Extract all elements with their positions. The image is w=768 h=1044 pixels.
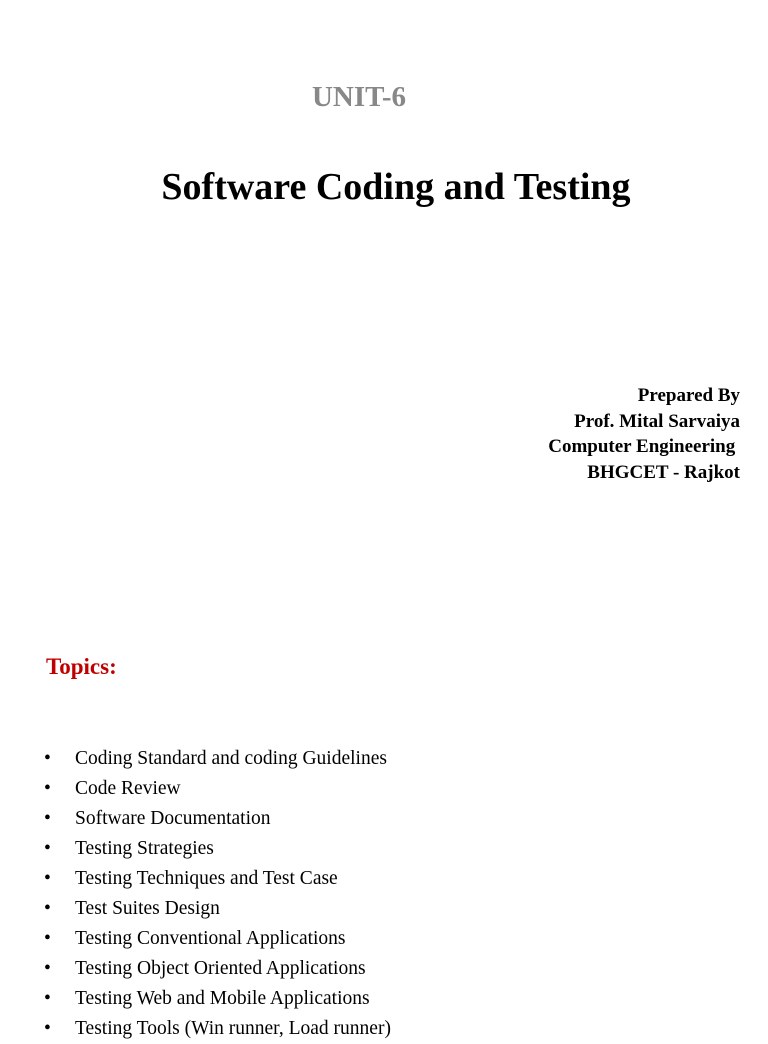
topic-item [0,864,391,894]
bullet-icon: • [44,958,51,979]
author-department: Computer Engineering [548,436,740,457]
bullet-icon: • [44,898,51,919]
topic-label: Testing Object Oriented Applications [75,958,366,979]
topic-item [0,954,391,984]
topic-item [0,834,391,864]
bullet-icon: • [44,778,51,799]
topic-item [0,774,391,804]
topic-item [0,744,391,774]
topic-item [0,984,391,1014]
topic-item [0,1014,391,1044]
topic-label: Coding Standard and coding Guidelines [75,748,387,769]
bullet-icon: • [44,988,51,1009]
topic-label: Software Documentation [75,808,271,829]
bullet-icon: • [44,748,51,769]
topic-label: Testing Conventional Applications [75,928,346,949]
bullet-icon: • [44,868,51,889]
author-name: Prof. Mital Sarvaiya [574,410,740,432]
topic-item [0,804,391,834]
bullet-icon: • [44,928,51,949]
topic-label: Test Suites Design [75,898,220,919]
document-title: Software Coding and Testing [161,166,631,208]
bullet-icon: • [44,808,51,829]
prepared-by-label: Prepared By [637,385,740,406]
author-institute: BHGCET - Rajkot [587,461,740,483]
topic-label: Testing Tools (Win runner, Load runner) [75,1018,391,1039]
topic-label: Testing Web and Mobile Applications [75,988,370,1009]
author-block [548,383,740,485]
topic-label: Code Review [75,778,181,799]
topics-heading: Topics: [46,654,117,679]
topic-label: Testing Strategies [75,838,214,859]
bullet-icon: • [44,1018,51,1039]
topic-list [0,744,391,1044]
bullet-icon: • [44,838,51,859]
topic-item [0,924,391,954]
topic-label: Testing Techniques and Test Case [75,868,338,889]
unit-label: UNIT-6 [311,81,406,113]
topic-item [0,894,391,924]
